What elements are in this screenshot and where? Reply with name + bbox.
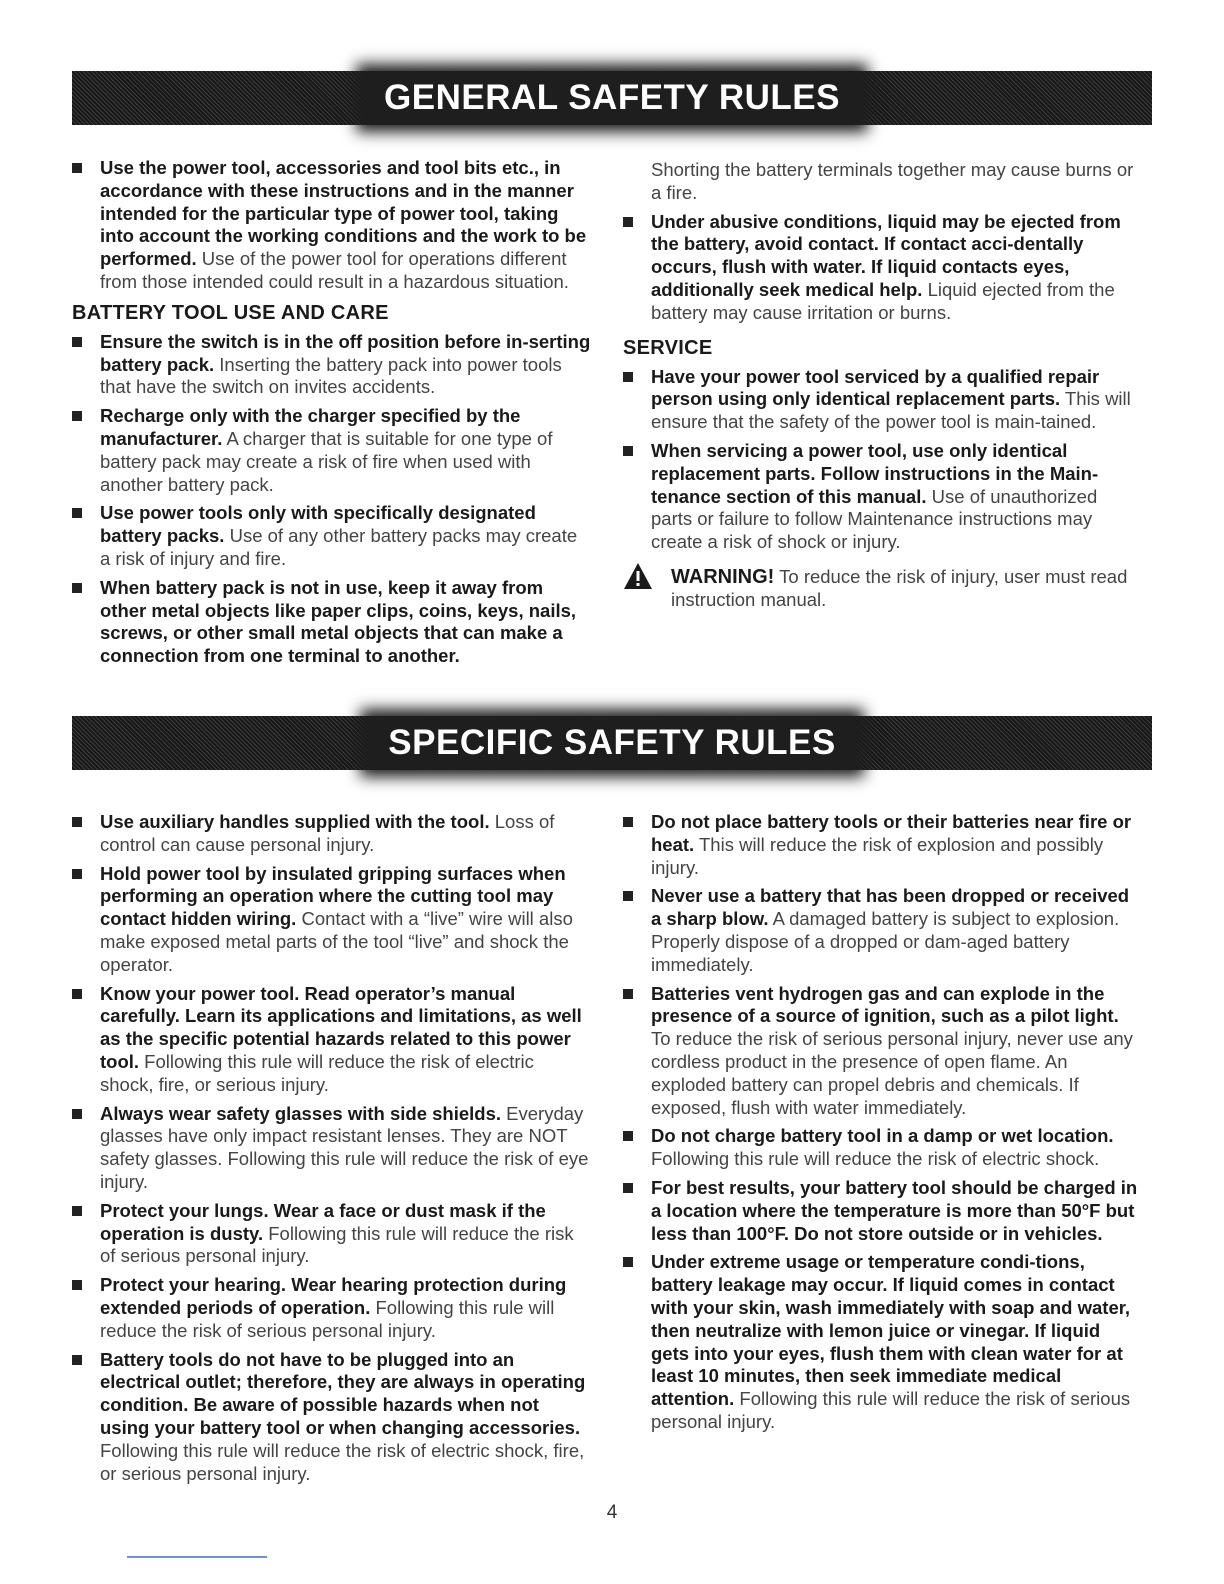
item-bold-text: Protect your lungs. Wear a face or dust mask if the operation is dusty. xyxy=(100,1199,546,1244)
item-bold-text: Batteries vent hydrogen gas and can explode in the presence of a source of ignition, such as a pilot light. xyxy=(651,982,1119,1027)
specific-rule-item xyxy=(623,983,1143,1120)
square-bullet-icon xyxy=(72,411,82,421)
battery-item xyxy=(72,577,592,668)
square-bullet-icon xyxy=(72,1109,82,1119)
item-bold-text: Under extreme usage or temperature condi-tions, battery leakage may occur. If liquid comes in contact with your skin, wash immediately with soap and water, then neutralize with lemon juice or vinegar. If liquid gets into your eyes, flush them with clean water for at least 10 minutes, then seek immediate medical attention. xyxy=(651,1251,1131,1410)
item-bold-text: Never use a battery that has been dropped or received a sharp blow. xyxy=(651,885,1130,930)
item-bold-text: When servicing a power tool, use only identical replacement parts. Follow instructions in the Main-tenance section of this manual. xyxy=(651,439,1099,507)
square-bullet-icon xyxy=(623,446,633,456)
item-text: Following this rule will reduce the risk of electric shock, fire, or serious personal injury. xyxy=(100,1439,585,1484)
service-heading: SERVICE xyxy=(623,336,713,359)
square-bullet-icon xyxy=(72,1206,82,1216)
battery-item xyxy=(72,331,592,399)
square-bullet-icon xyxy=(623,1183,633,1193)
item-bold-text: Know your power tool. Read operator’s manual carefully. Learn its applications and limitations, as well as the specific potential hazards related to this power tool. xyxy=(100,982,582,1072)
specific-rule-item xyxy=(72,863,592,977)
item-text: Use of any other battery packs may create a risk of injury and fire. xyxy=(100,525,578,569)
item-bold-text: Use the power tool, accessories and tool bits etc., in accordance with these instructions and in the manner intended for the particular type of power tool, taking into account the working conditions and the work to be performed. xyxy=(100,157,587,270)
general-safety-rules-title: GENERAL SAFETY RULES xyxy=(366,74,858,122)
item-bold-text: Do not place battery tools or their batteries near fire or heat. xyxy=(651,811,1132,855)
specific-rule-item xyxy=(623,1125,1143,1171)
item-bold-text: When battery pack is not in use, keep it away from other metal objects like paper clips, coins, keys, nails, screws, or other small metal objects that can make a connection from one terminal to another. xyxy=(100,576,577,667)
warning-triangle-icon xyxy=(623,562,653,590)
service-item xyxy=(623,366,1143,434)
item-bold-text: Hold power tool by insulated gripping surfaces when performing an operation where the cutting tool may contact hidden wiring. xyxy=(100,862,566,930)
item-bold-text: For best results, your battery tool should be charged in a location where the temperature is more than 50°F but less than 100°F. Do not store outside or in vehicles. xyxy=(651,1176,1138,1244)
battery-tool-use-heading: BATTERY TOOL USE AND CARE xyxy=(72,301,389,324)
specific-left-column xyxy=(72,811,592,1491)
specific-rule-item xyxy=(623,1251,1143,1433)
item-text: This will reduce the risk of explosion and possibly injury. xyxy=(651,833,1104,878)
specific-rule-item xyxy=(623,1177,1143,1245)
battery-continuation-text: Shorting the battery terminals together may cause burns or a fire. xyxy=(651,159,1134,203)
specific-rule-item xyxy=(72,1200,592,1268)
general-safety-rules-banner xyxy=(72,71,1152,125)
item-text: Use of unauthorized parts or failure to follow Maintenance instructions may create a risk of shock or injury. xyxy=(651,485,1098,553)
square-bullet-icon xyxy=(72,1355,82,1365)
service-item xyxy=(623,440,1143,554)
general-intro-item xyxy=(72,157,592,294)
item-text: Inserting the battery pack into power tools that have the switch on invites accidents. xyxy=(100,353,562,398)
footer-rule-line xyxy=(127,1556,267,1558)
item-bold-text: Battery tools do not have to be plugged into an electrical outlet; therefore, they are always in operating condition. Be aware of possible hazards when not using your battery tool or when changing accessories. xyxy=(100,1348,586,1438)
square-bullet-icon xyxy=(72,1280,82,1290)
warning-label: WARNING! xyxy=(671,565,775,588)
square-bullet-icon xyxy=(72,583,82,593)
square-bullet-icon xyxy=(623,1131,633,1141)
specific-right-column xyxy=(623,811,1143,1440)
item-bold-text: Ensure the switch is in the off position before in-serting battery pack. xyxy=(100,330,591,375)
square-bullet-icon xyxy=(623,217,633,227)
item-text: A charger that is suitable for one type of battery pack may create a risk of fire when used with another battery pack. xyxy=(100,427,553,495)
specific-rule-item xyxy=(72,983,592,1097)
square-bullet-icon xyxy=(623,817,633,827)
square-bullet-icon xyxy=(72,817,82,827)
general-right-column xyxy=(623,159,1143,612)
page-number: 4 xyxy=(606,1502,618,1523)
battery-item xyxy=(72,502,592,570)
square-bullet-icon xyxy=(623,891,633,901)
square-bullet-icon xyxy=(623,372,633,382)
item-text: To reduce the risk of serious personal injury, never use any cordless product in the presence of open flame. An exploded battery can propel debris and chemicals. If exposed, flush with water immediately. xyxy=(651,1028,1133,1118)
general-left-column xyxy=(72,157,592,674)
specific-rule-item xyxy=(623,885,1143,976)
item-text: Following this rule will reduce the risk of serious personal injury. xyxy=(100,1222,574,1267)
item-bold-text: Protect your hearing. Wear hearing protection during extended periods of operation. xyxy=(100,1274,567,1318)
specific-rule-item xyxy=(72,1103,592,1194)
specific-rule-item xyxy=(72,1349,592,1486)
item-bold-text: Always wear safety glasses with side shields. xyxy=(100,1102,502,1124)
item-text: Following this rule will reduce the risk of electric shock. xyxy=(651,1148,1100,1170)
item-bold-text: Use auxiliary handles supplied with the tool. xyxy=(100,811,490,832)
specific-rule-item xyxy=(623,811,1143,879)
item-bold-text: Use power tools only with specifically designated battery packs. xyxy=(100,502,536,547)
square-bullet-icon xyxy=(72,989,82,999)
item-bold-text: Have your power tool serviced by a qualified repair person using only identical replacement parts. xyxy=(651,365,1100,410)
item-bold-text: Under abusive conditions, liquid may be ejected from the battery, avoid contact. If contact acci-dentally occurs, flush with water. If liquid contacts eyes, additionally seek medical help. xyxy=(651,210,1121,300)
specific-safety-rules-title: SPECIFIC SAFETY RULES xyxy=(370,719,853,767)
square-bullet-icon xyxy=(72,508,82,518)
specific-safety-rules-banner xyxy=(72,716,1152,770)
specific-rule-item xyxy=(72,1274,592,1342)
item-text: Use of the power tool for operations different from those intended could result in a hazardous situation. xyxy=(100,248,569,292)
square-bullet-icon xyxy=(623,989,633,999)
warning-notice xyxy=(623,566,1143,612)
item-text: Following this rule will reduce the risk of serious personal injury. xyxy=(651,1388,1131,1432)
square-bullet-icon xyxy=(72,869,82,879)
item-text: Liquid ejected from the battery may cause irritation or burns. xyxy=(651,278,1115,323)
specific-rule-item xyxy=(72,811,592,857)
item-text: This will ensure that the safety of the power tool is main-tained. xyxy=(651,388,1131,433)
battery-item xyxy=(72,405,592,496)
item-text: Following this rule will reduce the risk of electric shock, fire, or serious injury. xyxy=(100,1050,534,1095)
warning-text: To reduce the risk of injury, user must read instruction manual. xyxy=(671,565,1128,610)
abusive-conditions-item xyxy=(623,211,1143,325)
item-text: Following this rule will reduce the risk of serious personal injury. xyxy=(100,1296,555,1341)
item-bold-text: Do not charge battery tool in a damp or wet location. xyxy=(651,1125,1114,1147)
square-bullet-icon xyxy=(623,1257,633,1267)
item-text: Everyday glasses have only impact resistant lenses. They are NOT safety glasses. Following this rule will reduce the risk of eye injury. xyxy=(100,1102,589,1192)
item-text: A damaged battery is subject to explosion. Properly dispose of a dropped or dam-aged battery immediately. xyxy=(651,908,1120,975)
square-bullet-icon xyxy=(72,163,82,173)
item-text: Contact with a “live” wire will also make exposed metal parts of the tool “live” and shock the operator. xyxy=(100,908,573,975)
item-bold-text: Recharge only with the charger specified by the manufacturer. xyxy=(100,405,521,449)
square-bullet-icon xyxy=(72,337,82,347)
item-text: Loss of control can cause personal injury. xyxy=(100,811,555,855)
